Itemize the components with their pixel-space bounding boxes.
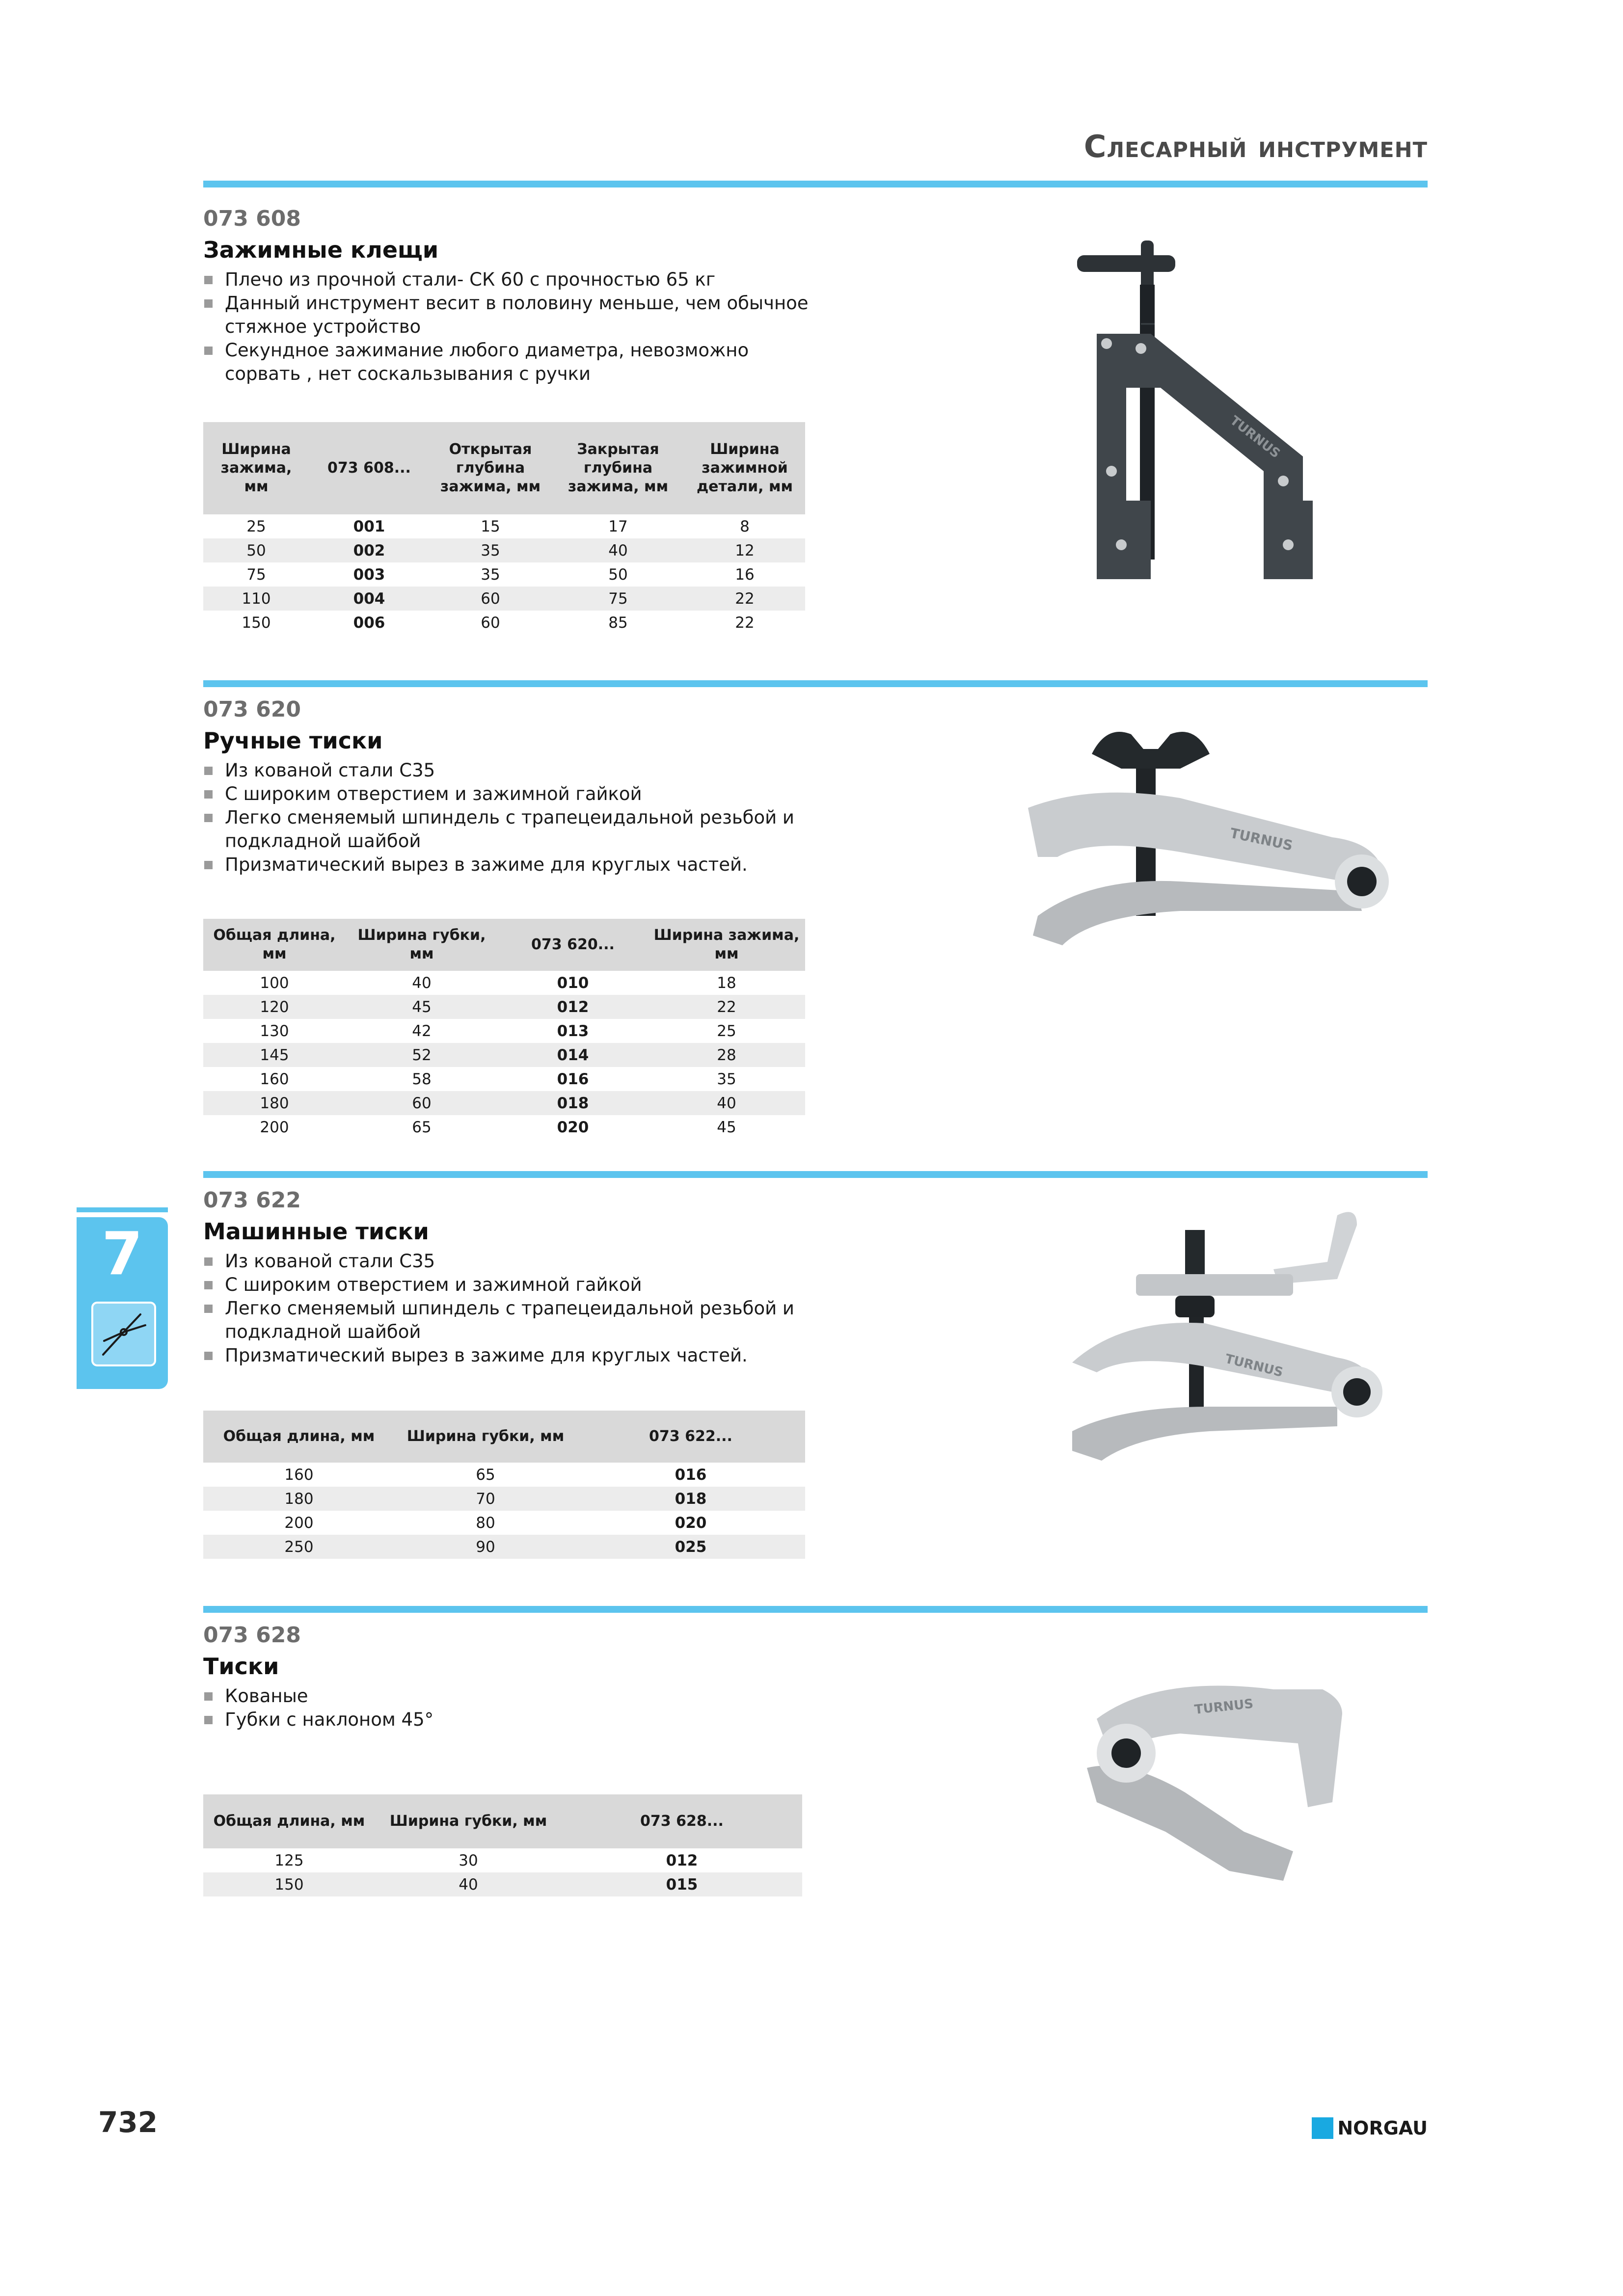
article-suffix-cell: 003 — [353, 565, 385, 584]
page-header-title: Слесарный инструмент — [1083, 129, 1428, 164]
header-divider — [203, 181, 1428, 187]
table-row — [203, 611, 805, 635]
table-cell: 17 — [608, 517, 628, 535]
column-header: Открытая глубина зажима, мм — [429, 422, 552, 514]
table-row — [203, 538, 805, 562]
table-cell: 150 — [242, 614, 271, 632]
table-cell: 45 — [346, 995, 498, 1019]
table-cell: 58 — [412, 1070, 432, 1088]
table-cell: 70 — [395, 1487, 576, 1511]
table-cell: 60 — [429, 587, 552, 611]
table-cell: 35 — [429, 538, 552, 562]
column-header: 073 628... — [562, 1794, 802, 1848]
table-cell: 75 — [246, 565, 266, 584]
column-header: Ширина зажимной детали, мм — [684, 422, 805, 514]
table-body — [203, 1463, 805, 1559]
section-divider — [203, 680, 1428, 687]
brand-mark-text: TURNUS — [1228, 825, 1295, 854]
machine-vise-image — [1062, 1201, 1416, 1475]
table-row — [203, 1115, 805, 1139]
table-cell: 28 — [648, 1043, 805, 1067]
product-title: Ручные тиски — [203, 727, 383, 754]
article-suffix-cell: 006 — [353, 614, 385, 632]
feature-item: Призматический вырез в зажиме для круглых частей. — [203, 1344, 812, 1367]
product-title: Тиски — [203, 1653, 279, 1680]
feature-list — [203, 1684, 812, 1732]
article-suffix-cell: 025 — [576, 1535, 805, 1559]
feature-list — [203, 1250, 812, 1367]
table-cell: 110 — [203, 587, 309, 611]
table-cell: 90 — [395, 1535, 576, 1559]
table-cell: 25 — [717, 1022, 736, 1040]
table-cell: 15 — [481, 517, 500, 535]
brand-mark-text: TURNUS — [1193, 1696, 1254, 1717]
column-header: Ширина губки, мм — [375, 1794, 562, 1848]
table-cell: 35 — [717, 1070, 736, 1088]
article-suffix-cell: 012 — [498, 995, 648, 1019]
article-suffix-cell: 012 — [666, 1851, 698, 1869]
table-cell: 180 — [203, 1091, 346, 1115]
feature-item: Плечо из прочной стали- СК 60 с прочностью 65 кг — [203, 268, 812, 292]
table-cell: 85 — [608, 614, 628, 632]
column-header: 073 608... — [309, 422, 429, 514]
table-body — [203, 514, 805, 635]
chapter-tab — [77, 1217, 168, 1389]
brand-mark-text: TURNUS — [1227, 413, 1283, 461]
page-number: 732 — [98, 2106, 158, 2139]
feature-list — [203, 268, 812, 386]
product-title: Зажимные клещи — [203, 237, 439, 263]
table-cell: 40 — [648, 1091, 805, 1115]
feature-item: С широким отверстием и зажимной гайкой — [203, 1273, 812, 1297]
article-suffix-cell: 014 — [498, 1043, 648, 1067]
feature-list — [203, 759, 812, 877]
table-cell: 200 — [260, 1118, 289, 1136]
column-header: Закрытая глубина зажима, мм — [552, 422, 684, 514]
table-cell: 40 — [552, 538, 684, 562]
column-header: Ширина зажима, мм — [203, 422, 309, 514]
column-header: Ширина зажима, мм — [648, 919, 805, 971]
product-code: 073 622 — [203, 1188, 301, 1213]
table-cell: 22 — [648, 995, 805, 1019]
feature-item: Легко сменяемый шпиндель с трапецеидальной резьбой и подкладной шайбой — [203, 806, 812, 853]
product-title: Машинные тиски — [203, 1218, 429, 1245]
feature-item: Из кованой стали С35 — [203, 1250, 812, 1273]
table-cell: 50 — [608, 565, 628, 584]
product-code: 073 620 — [203, 697, 301, 722]
table-cell: 130 — [260, 1022, 289, 1040]
table-row — [203, 587, 805, 611]
table-row — [203, 1511, 805, 1535]
table-row — [203, 562, 805, 587]
table-cell: 60 — [481, 614, 500, 632]
table-cell: 45 — [717, 1118, 736, 1136]
pliers-icon — [91, 1302, 156, 1366]
article-suffix-cell: 010 — [557, 974, 589, 992]
hand-vise-image — [1018, 720, 1421, 975]
table-cell: 65 — [476, 1466, 495, 1484]
table-row — [203, 1067, 805, 1091]
brand-logo — [1312, 2117, 1428, 2139]
table-row — [203, 514, 805, 538]
column-header: Общая длина, мм — [203, 1794, 375, 1848]
spec-table — [203, 1794, 802, 1896]
table-cell: 30 — [459, 1851, 478, 1869]
table-row — [203, 1043, 805, 1067]
product-code: 073 608 — [203, 206, 301, 231]
table-cell: 52 — [346, 1043, 498, 1067]
table-cell: 25 — [246, 517, 266, 535]
table-cell: 8 — [740, 517, 750, 535]
section-divider — [203, 1606, 1428, 1613]
table-row — [203, 1872, 802, 1896]
table-cell: 100 — [260, 974, 289, 992]
column-header: Общая длина, мм — [203, 1411, 395, 1463]
table-cell: 18 — [717, 974, 736, 992]
column-header: Общая длина, мм — [203, 919, 346, 971]
spec-table — [203, 919, 805, 1139]
table-cell: 150 — [203, 1872, 375, 1896]
table-cell: 65 — [412, 1118, 432, 1136]
table-cell: 75 — [552, 587, 684, 611]
spec-table — [203, 422, 805, 635]
article-suffix-cell: 001 — [353, 517, 385, 535]
table-cell: 200 — [284, 1514, 314, 1532]
spec-table — [203, 1411, 805, 1559]
section-divider — [203, 1171, 1428, 1178]
column-header: 073 620... — [498, 919, 648, 971]
table-cell: 40 — [375, 1872, 562, 1896]
brand-mark-text: TURNUS — [1223, 1351, 1285, 1380]
table-cell: 145 — [203, 1043, 346, 1067]
article-suffix-cell: 002 — [309, 538, 429, 562]
table-cell: 160 — [284, 1466, 314, 1484]
table-row — [203, 1848, 802, 1872]
feature-item: Призматический вырез в зажиме для круглых частей. — [203, 853, 812, 877]
table-cell: 50 — [203, 538, 309, 562]
table-row — [203, 971, 805, 995]
table-cell: 120 — [203, 995, 346, 1019]
table-cell: 80 — [476, 1514, 495, 1532]
feature-item: Губки с наклоном 45° — [203, 1708, 812, 1732]
brand-name: NORGAU — [1337, 2117, 1428, 2139]
feature-item: Данный инструмент весит в половину меньше, чем обычное стяжное устройство — [203, 292, 812, 339]
table-row — [203, 1487, 805, 1511]
article-suffix-cell: 020 — [675, 1514, 707, 1532]
table-cell: 40 — [412, 974, 432, 992]
article-suffix-cell: 016 — [675, 1466, 707, 1484]
column-header: 073 622... — [576, 1411, 805, 1463]
table-cell: 60 — [346, 1091, 498, 1115]
table-cell: 22 — [735, 614, 755, 632]
table-row — [203, 1019, 805, 1043]
feature-item: Кованые — [203, 1684, 812, 1708]
table-row — [203, 1535, 805, 1559]
table-cell: 22 — [684, 587, 805, 611]
feature-item: С широким отверстием и зажимной гайкой — [203, 782, 812, 806]
table-row — [203, 1463, 805, 1487]
feature-item: Секундное зажимание любого диаметра, невозможно сорвать , нет соскальзывания с ручки — [203, 339, 812, 386]
cam-clamp-image — [1067, 226, 1342, 609]
article-suffix-cell: 018 — [576, 1487, 805, 1511]
chapter-tab-top-bar — [77, 1207, 168, 1212]
feature-item: Легко сменяемый шпиндель с трапецеидальной резьбой и подкладной шайбой — [203, 1297, 812, 1344]
table-cell: 42 — [412, 1022, 432, 1040]
table-row — [203, 1091, 805, 1115]
table-cell: 125 — [274, 1851, 304, 1869]
table-cell: 250 — [203, 1535, 395, 1559]
table-cell: 180 — [203, 1487, 395, 1511]
table-body — [203, 971, 805, 1139]
angled-vise-image — [1067, 1645, 1372, 1900]
chapter-number: 7 — [102, 1220, 143, 1288]
table-cell: 160 — [260, 1070, 289, 1088]
column-header: Ширина губки, мм — [395, 1411, 576, 1463]
product-code: 073 628 — [203, 1623, 301, 1648]
table-row — [203, 995, 805, 1019]
article-suffix-cell: 015 — [562, 1872, 802, 1896]
article-suffix-cell: 013 — [557, 1022, 589, 1040]
feature-item: Из кованой стали С35 — [203, 759, 812, 782]
table-cell: 16 — [735, 565, 755, 584]
article-suffix-cell: 020 — [557, 1118, 589, 1136]
table-body — [203, 1848, 802, 1896]
article-suffix-cell: 018 — [498, 1091, 648, 1115]
article-suffix-cell: 016 — [557, 1070, 589, 1088]
table-cell: 35 — [481, 565, 500, 584]
brand-square-icon — [1312, 2117, 1333, 2139]
column-header: Ширина губки, мм — [346, 919, 498, 971]
table-cell: 12 — [684, 538, 805, 562]
article-suffix-cell: 004 — [309, 587, 429, 611]
